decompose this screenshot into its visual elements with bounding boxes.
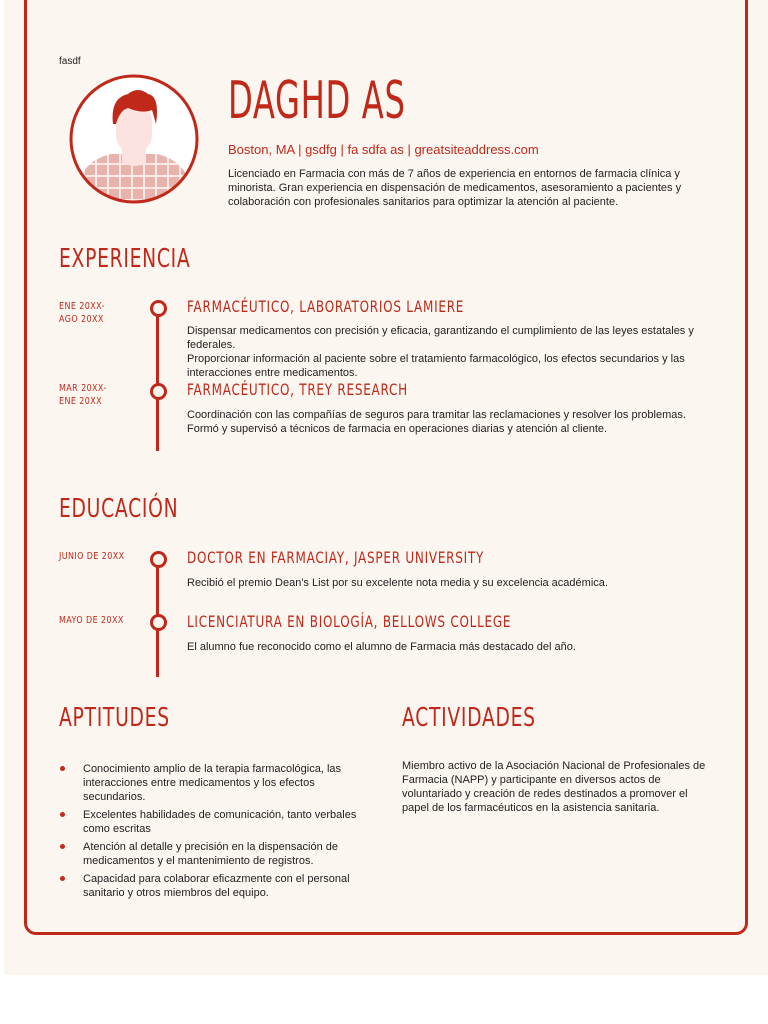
skills-list [60,762,370,904]
experience-1-description [187,324,712,380]
education-2-title: LICENCIATURA EN BIOLOGÍA, BELLOWS COLLEGE [187,612,512,631]
experience-2-title: FARMACÉUTICO, TREY RESEARCH [187,380,408,399]
experience-2-description [187,408,712,436]
experience-1-date [59,300,105,326]
skill-item: Conocimiento amplio de la terapia farmacológica, las interacciones entre medicamentos y los efectos secundarios. [60,762,370,804]
skill-item: Atención al detalle y precisión en la dispensación de medicamentos y el mantenimiento de registros. [60,840,370,868]
education-heading: EDUCACIÓN [59,494,179,524]
experience-2-desc-1: Coordinación con las compañías de seguros para tramitar las reclamaciones y resolver los problemas. [187,409,686,421]
skills-heading: APTITUDES [59,703,170,733]
education-2-description: El alumno fue reconocido como el alumno de Farmacia más destacado del año. [187,641,576,653]
experience-1-desc-2: Proporcionar información al paciente sobre el tratamiento farmacológico, los efectos secundarios y las interacciones entre medicamentos. [187,353,685,379]
education-2-date: MAYO DE 20XX [59,615,124,626]
experience-2-date [59,382,107,408]
experience-heading: EXPERIENCIA [59,244,191,274]
profile-summary: Licenciado en Farmacia con más de 7 años de experiencia en entornos de farmacia clínica y minorista. Gran experiencia en dispensación de medicamentos, asesoramiento a pacientes y colaboración con profesionales sanitarios para optimizar la atención al paciente. [228,168,682,208]
education-1-date: JUNIO DE 20XX [59,551,125,562]
experience-timeline [156,302,159,451]
activities-heading: ACTIVIDADES [402,703,536,733]
timeline-dot [150,551,167,568]
skill-item: Capacidad para colaborar eficazmente con el personal sanitario y otros miembros del equipo. [60,872,370,900]
experience-2-date-start: MAR 20XX- [59,383,107,394]
activities-text: Miembro activo de la Asociación Nacional de Profesionales de Farmacia (NAPP) y participante en diversos actos de voluntariado y creación de redes destinados a promover el papel de los farmacéuticos en la asistencia sanitaria. [402,760,706,814]
timeline-dot [150,383,167,400]
small-label: fasdf [59,56,81,67]
education-1-description: Recibió el premio Dean's List por su excelente nota media y su excelencia académica. [187,577,608,589]
experience-1-date-end: AGO 20XX [59,314,104,325]
experience-2-date-end: ENE 20XX [59,396,102,407]
avatar-icon [66,74,202,204]
education-1-title: DOCTOR EN FARMACIAY, JASPER UNIVERSITY [187,548,485,567]
timeline-dot [150,614,167,631]
experience-1-desc-1: Dispensar medicamentos con precisión y eficacia, garantizando el cumplimiento de las leyes estatales y federales. [187,325,694,351]
experience-1-date-start: ENE 20XX- [59,301,105,312]
contact-info[interactable]: Boston, MA | gsdfg | fa sdfa as | greatsiteaddress.com [228,142,539,157]
experience-1-title: FARMACÉUTICO, LABORATORIOS LAMIERE [187,297,465,316]
experience-2-desc-2: Formó y supervisó a técnicos de farmacia en operaciones diarias y atención al cliente. [187,423,608,435]
candidate-name: DAGHD AS [228,71,406,131]
timeline-dot [150,300,167,317]
skill-item: Excelentes habilidades de comunicación, tanto verbales como escritas [60,808,370,836]
